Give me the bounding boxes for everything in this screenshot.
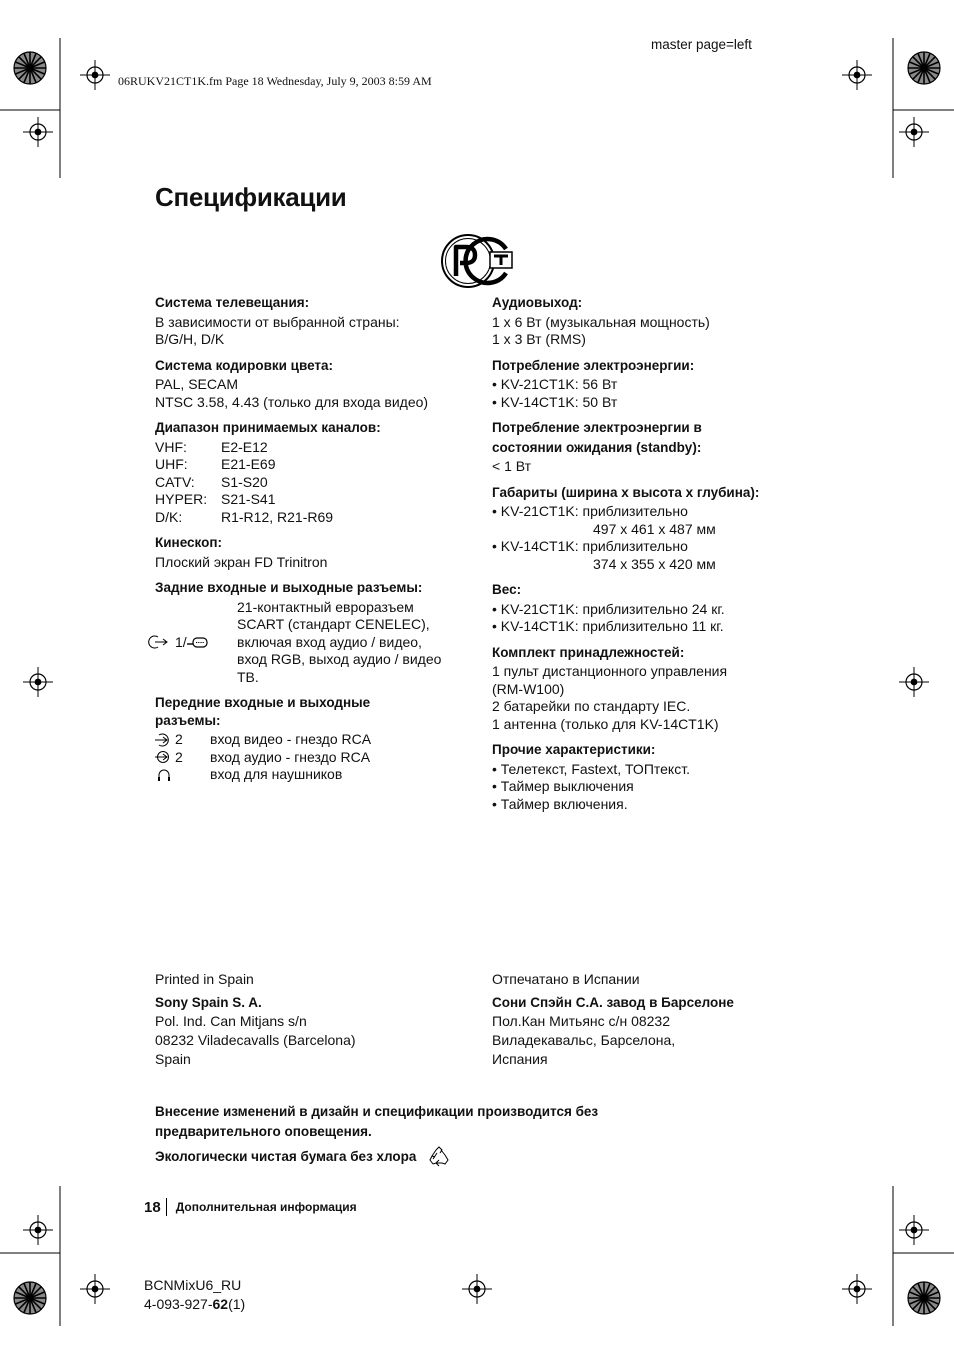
gost-r-certification-mark bbox=[440, 232, 516, 290]
address-line: Spain bbox=[155, 1051, 191, 1067]
video-input-label: 2 bbox=[155, 731, 210, 749]
spec-line: В зависимости от выбранной страны: bbox=[155, 313, 400, 330]
rear-connector-row bbox=[155, 599, 475, 687]
channel-row bbox=[155, 456, 475, 474]
registration-mark-icon bbox=[23, 667, 53, 697]
spec-line: < 1 Вт bbox=[492, 458, 532, 474]
registration-mark-icon bbox=[842, 60, 872, 90]
band-value: E21-E69 bbox=[221, 456, 276, 472]
registration-mark-icon bbox=[899, 1215, 929, 1245]
band-value: S21-S41 bbox=[221, 491, 276, 507]
band-label: D/K: bbox=[155, 508, 183, 525]
spec-line: • KV-21CT1K: приблизительно bbox=[492, 503, 688, 519]
company-name: Sony Spain S. A. bbox=[155, 995, 262, 1010]
change-notice bbox=[155, 1102, 598, 1142]
dimensions-section bbox=[492, 484, 812, 574]
connector-description: вход аудио - гнездо RCA bbox=[210, 748, 371, 765]
star-target-icon bbox=[14, 52, 46, 84]
spec-line: включая вход аудио / видео, bbox=[237, 633, 422, 650]
channel-row bbox=[155, 491, 475, 509]
spec-line: ТВ. bbox=[237, 668, 259, 685]
scart-icon-group bbox=[155, 599, 237, 687]
star-target-icon bbox=[908, 1282, 940, 1314]
star-target-icon bbox=[908, 52, 940, 84]
registration-mark-icon bbox=[899, 117, 929, 147]
tube-section bbox=[155, 534, 475, 571]
section-heading: Потребление электроэнергии в bbox=[492, 420, 702, 435]
notice-line: Внесение изменений в дизайн и спецификации производится без bbox=[155, 1104, 599, 1119]
section-heading: Задние входные и выходные разъемы: bbox=[155, 580, 423, 595]
scart-connector-icon bbox=[187, 635, 209, 649]
channel-row bbox=[155, 439, 475, 457]
registration-mark-icon bbox=[899, 667, 929, 697]
address-line: Пол.Кан Митьянс с/н 08232 bbox=[492, 1013, 670, 1029]
headphones-icon bbox=[155, 768, 173, 782]
company-name: Сони Спэйн С.А. завод в Барселоне bbox=[492, 995, 734, 1010]
eco-paper-text: Экологически чистая бумага без хлора bbox=[155, 1149, 417, 1165]
spec-line: 2 батарейки по стандарту IEC. bbox=[492, 698, 691, 714]
section-heading: Аудиовыход: bbox=[492, 295, 583, 310]
band-value: S1-S20 bbox=[221, 473, 268, 490]
printed-in-right bbox=[492, 970, 812, 1069]
accessories-section bbox=[492, 644, 812, 734]
audio-input-label: 2 bbox=[155, 749, 210, 767]
address-line: 08232 Viladecavalls (Barcelona) bbox=[155, 1032, 356, 1048]
footer-divider bbox=[166, 1198, 167, 1216]
spec-line: • KV-14CT1K: приблизительно 11 кг. bbox=[492, 618, 724, 634]
front-connector-row bbox=[155, 766, 475, 784]
color-system-section bbox=[155, 357, 475, 412]
address-line: Pol. Ind. Can Mitjans s/n bbox=[155, 1013, 307, 1029]
spec-line: 374 x 355 x 420 мм bbox=[593, 555, 716, 572]
registration-mark-icon bbox=[462, 1274, 492, 1304]
section-heading: состоянии ожидания (standby): bbox=[492, 439, 702, 455]
doc-code: BCNMixU6_RU bbox=[144, 1277, 242, 1293]
spec-line: вход RGB, выход аудио / видео bbox=[237, 651, 442, 667]
section-heading: Кинескоп: bbox=[155, 535, 223, 550]
weight-section bbox=[492, 581, 812, 636]
power-section bbox=[492, 357, 812, 412]
registration-mark-icon bbox=[842, 1274, 872, 1304]
spec-line: • Телетекст, Fastext, ТОПтекст. bbox=[492, 760, 690, 777]
connector-description: вход видео - гнездо RCA bbox=[210, 731, 372, 747]
spec-line: • Таймер выключения bbox=[492, 778, 634, 794]
other-features-section bbox=[492, 741, 812, 813]
standby-section bbox=[492, 419, 812, 476]
registration-mark-icon bbox=[23, 117, 53, 147]
headphones-label bbox=[155, 766, 210, 784]
spec-line: • Таймер включения. bbox=[492, 795, 628, 812]
section-heading: Передние входные и выходные bbox=[155, 695, 371, 710]
scart-number: 1/ bbox=[175, 633, 187, 650]
recycle-icon bbox=[428, 1146, 450, 1168]
specs-left-column bbox=[155, 294, 475, 784]
notice-line: предварительного оповещения. bbox=[155, 1124, 372, 1139]
band-value: R1-R12, R21-R69 bbox=[221, 508, 334, 525]
printed-in-left bbox=[155, 970, 475, 1069]
spec-line: 497 x 461 x 487 мм bbox=[593, 520, 716, 537]
printed-in: Отпечатано в Испании bbox=[492, 971, 640, 987]
registration-mark-icon bbox=[23, 1215, 53, 1245]
spec-line: 1 x 3 Вт (RMS) bbox=[492, 331, 586, 347]
input-arrow-icon bbox=[155, 635, 175, 649]
front-connector-row bbox=[155, 731, 475, 749]
registration-mark-icon bbox=[80, 60, 110, 90]
section-heading: Комплект принадлежностей: bbox=[492, 644, 685, 660]
spec-line: (RM-W100) bbox=[492, 680, 565, 697]
tv-system-section bbox=[155, 294, 475, 349]
video-input-icon bbox=[155, 733, 175, 747]
page-footer bbox=[144, 1196, 357, 1218]
spec-line: 1 пульт дистанционного управления bbox=[492, 663, 728, 679]
band-label: CATV: bbox=[155, 473, 195, 490]
section-heading: Система кодировки цвета: bbox=[155, 357, 334, 373]
spec-line: PAL, SECAM bbox=[155, 376, 238, 392]
section-name: Дополнительная информация bbox=[175, 1200, 357, 1214]
spec-line: 1 антенна (только для KV-14CT1K) bbox=[492, 715, 719, 732]
page-number: 18 bbox=[144, 1198, 161, 1216]
band-value: E2-E12 bbox=[221, 438, 268, 455]
specs-right-column bbox=[492, 294, 812, 813]
section-heading: Диапазон принимаемых каналов: bbox=[155, 420, 381, 435]
spec-line: NTSC 3.58, 4.43 (только для входа видео) bbox=[155, 393, 429, 410]
section-heading: разъемы: bbox=[155, 712, 221, 728]
spec-line: • KV-21CT1K: 56 Вт bbox=[492, 376, 618, 392]
channel-row bbox=[155, 509, 475, 527]
channel-row bbox=[155, 474, 475, 492]
audio-output-section bbox=[492, 294, 812, 349]
spec-line: Плоский экран FD Trinitron bbox=[155, 553, 328, 570]
section-heading: Габариты (ширина x высота x глубина): bbox=[492, 484, 760, 500]
spec-line: B/G/H, D/K bbox=[155, 331, 225, 347]
address-line: Испания bbox=[492, 1051, 548, 1067]
audio-input-icon bbox=[155, 750, 175, 764]
rear-connector-description bbox=[237, 599, 441, 687]
star-target-icon bbox=[14, 1282, 46, 1314]
master-page-label: master page=left bbox=[651, 37, 752, 52]
spec-line: • KV-21CT1K: приблизительно 24 кг. bbox=[492, 600, 725, 617]
file-info: 06RUKV21CT1K.fm Page 18 Wednesday, July 9, 2003 8:59 AM bbox=[118, 74, 432, 88]
front-connector-row bbox=[155, 749, 475, 767]
section-heading: Вес: bbox=[492, 582, 522, 597]
section-heading: Потребление электроэнергии: bbox=[492, 357, 695, 373]
spec-line: 1 x 6 Вт (музыкальная мощность) bbox=[492, 313, 710, 330]
connector-description: вход для наушников bbox=[210, 766, 343, 782]
spec-line: SCART (стандарт CENELEC), bbox=[237, 616, 430, 632]
channel-range-section bbox=[155, 419, 475, 526]
part-number: 4-093-927-62(1) bbox=[144, 1296, 246, 1312]
page-title: Спецификации bbox=[155, 182, 347, 212]
front-connectors-section bbox=[155, 694, 475, 784]
band-label: UHF: bbox=[155, 456, 188, 472]
section-heading: Система телевещания: bbox=[155, 295, 310, 310]
registration-mark-icon bbox=[80, 1274, 110, 1304]
rear-connectors-section bbox=[155, 579, 475, 686]
spec-line: • KV-14CT1K: 50 Вт bbox=[492, 393, 618, 410]
spec-line: • KV-14CT1K: приблизительно bbox=[492, 538, 688, 554]
spec-line: 21-контактный евроразъем bbox=[237, 598, 414, 615]
eco-paper-notice bbox=[155, 1146, 450, 1168]
band-label: HYPER: bbox=[155, 491, 208, 507]
band-label: VHF: bbox=[155, 438, 187, 455]
section-heading: Прочие характеристики: bbox=[492, 742, 656, 757]
address-line: Виладекавальс, Барселона, bbox=[492, 1032, 676, 1048]
printed-in: Printed in Spain bbox=[155, 971, 254, 987]
